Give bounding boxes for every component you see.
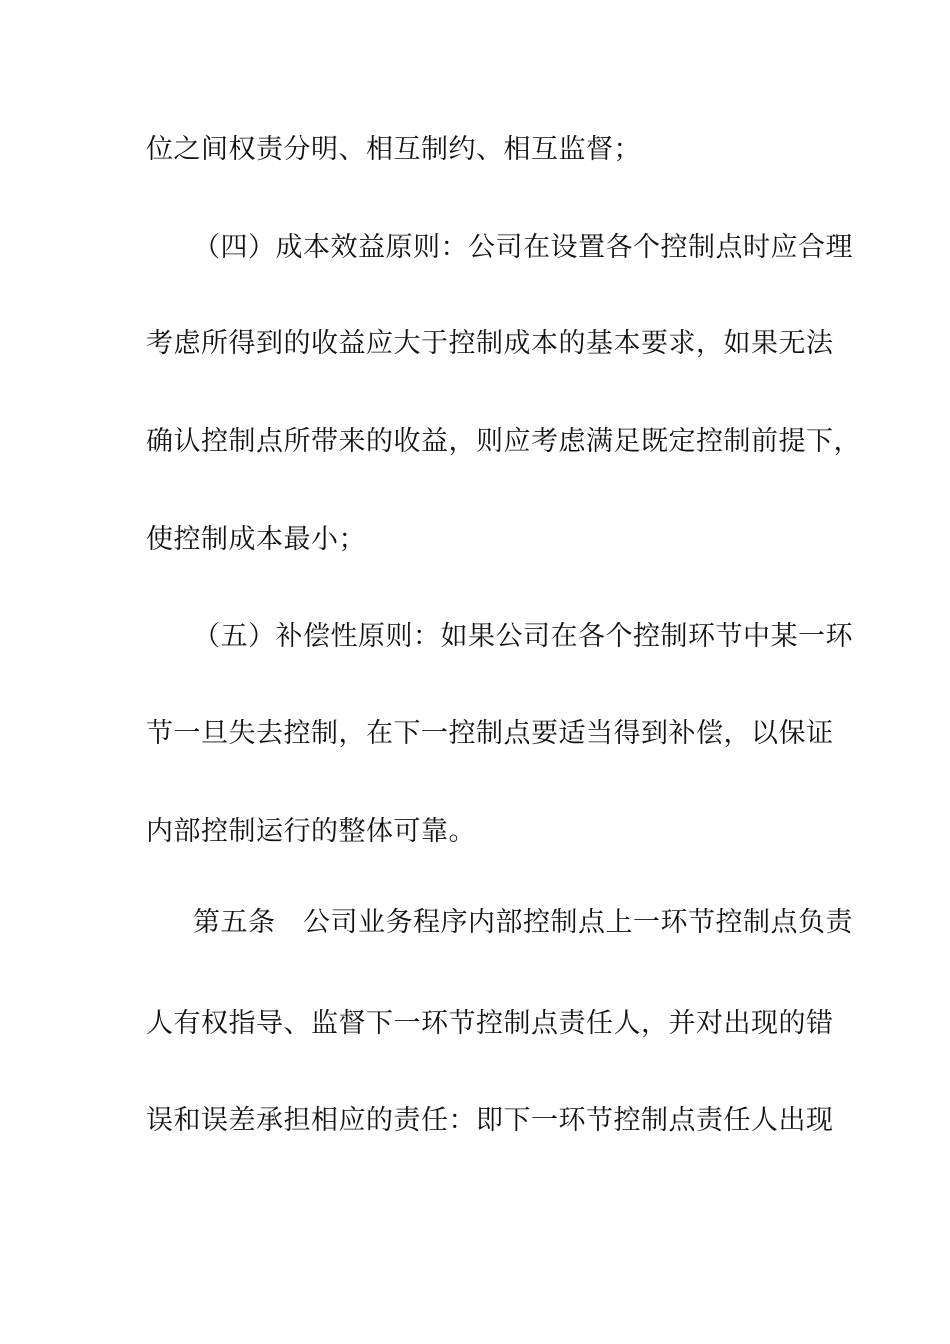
text-line: 使控制成本最小； — [146, 524, 366, 555]
text-line: 内部控制运行的整体可靠。 — [146, 816, 476, 847]
text-line: 误和误差承担相应的责任：即下一环节控制点责任人出现 — [146, 1105, 834, 1136]
paragraph-five-start: （五）补偿性原则：如果公司在各个控制环节中某一环 — [193, 621, 853, 652]
text-line: 节一旦失去控制，在下一控制点要适当得到补偿，以保证 — [146, 718, 834, 749]
text-line: 确认控制点所带来的收益，则应考虑满足既定控制前提下， — [146, 426, 861, 457]
paragraph-four-start: （四）成本效益原则：公司在设置各个控制点时应合理 — [193, 232, 853, 263]
text-line: 人有权指导、监督下一环节控制点责任人，并对出现的错 — [146, 1008, 834, 1039]
article-five-start: 第五条 公司业务程序内部控制点上一环节控制点负责 — [193, 907, 853, 938]
text-line: 考虑所得到的收益应大于控制成本的基本要求，如果无法 — [146, 328, 834, 359]
text-line: 位之间权责分明、相互制约、相互监督； — [146, 134, 641, 165]
